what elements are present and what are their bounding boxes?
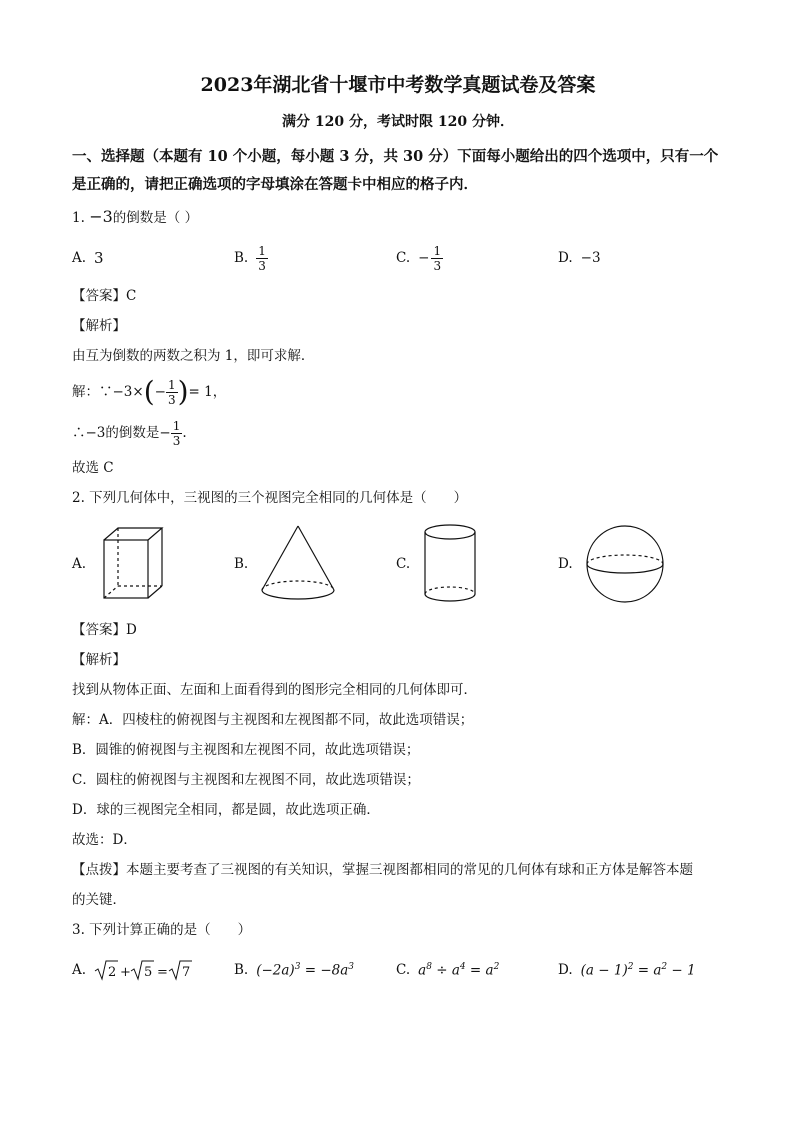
expr-exp: 2: [493, 961, 500, 972]
expr-op: ÷ a: [431, 962, 460, 979]
fraction-num: 1: [172, 418, 181, 433]
option-label: C.: [396, 556, 411, 572]
exam-title: 2023年湖北省十堰市中考数学真题试卷及答案: [200, 74, 596, 96]
section-heading: 一、选择题（本题有 10 个小题，每小题 3 分，共 30 分）下面每小题给出的四个选项中，只有一个是正确的，请把正确选项的字母填涂在答题卡中相应的格子内．: [72, 148, 719, 193]
q1-options: [72, 238, 724, 278]
minus-sign: −: [418, 250, 430, 266]
option-label: A.: [72, 250, 87, 266]
conclusion-suffix: .: [182, 425, 187, 441]
expr-base: a: [418, 962, 427, 979]
right-paren: ): [177, 375, 189, 408]
expr-exp: 2: [661, 961, 668, 972]
q1-stem-text: 的倒数是（ ）: [112, 210, 199, 226]
q2-stem: 2. 下列几何体中，三视图的三个视图完全相同的几何体是（ ）: [72, 490, 468, 506]
conclusion-prefix: ∴−3的倒数是−: [72, 425, 171, 441]
expr-exp: 2: [627, 961, 634, 972]
q1-explain: 由互为倒数的两数之积为 1，即可求解．: [72, 348, 315, 364]
q2-tip-line1: 【点拨】本题主要考查了三视图的有关知识，掌握三视图都相同的常见的几何体有球和正方体是解答本题: [72, 862, 693, 878]
q3-stem: 3. 下列计算正确的是（ ）: [72, 922, 252, 938]
fraction-den: 3: [172, 433, 181, 448]
expr-tail: − 1: [667, 962, 696, 979]
q2-answer: 【答案】D: [72, 622, 137, 638]
fraction-num: 1: [433, 243, 442, 258]
option-value: 3: [94, 249, 104, 267]
q1-analysis-heading: 【解析】: [72, 318, 126, 334]
fraction: [171, 419, 183, 448]
expr-base: (a − 1): [580, 962, 628, 979]
q3-option-a: [72, 958, 234, 982]
expr-eq: = a: [633, 962, 662, 979]
fraction-den: 3: [258, 258, 266, 273]
option-label: A.: [72, 962, 87, 978]
q3-option-d: [558, 962, 720, 979]
svg-text:+: +: [120, 965, 131, 980]
solution-result: = 1，: [188, 384, 227, 400]
q3-option-b: [234, 962, 396, 979]
option-label: D.: [558, 250, 573, 266]
q1-option-d: [558, 250, 720, 266]
expr-base: (−2a): [256, 962, 295, 979]
q2-analysis-heading: 【解析】: [72, 652, 126, 668]
q2-solution-d: D．球的三视图完全相同，都是圆，故此选项正确．: [72, 802, 380, 818]
option-label: A.: [72, 556, 87, 572]
cone-icon: [258, 522, 338, 606]
expression: [256, 962, 354, 979]
q2-solution-c: C．圆柱的俯视图与主视图和左视图不同，故此选项错误；: [72, 772, 420, 788]
q3-option-c: [396, 962, 558, 979]
svg-text:=: =: [157, 965, 168, 980]
fraction-den: 3: [433, 258, 442, 273]
q3-options: [72, 950, 724, 990]
option-value: −3: [580, 250, 601, 266]
expr-eq: = −8a: [300, 962, 349, 979]
fraction-num: 1: [258, 243, 266, 258]
expr-exp: 4: [459, 961, 466, 972]
fraction-num: 1: [167, 377, 176, 392]
q1-answer: 【答案】C: [72, 288, 137, 304]
q1-stem: [72, 207, 724, 228]
option-label: D.: [558, 556, 573, 572]
q1-number: 1.: [72, 210, 85, 226]
option-label: B.: [234, 962, 249, 978]
minus-sign: −: [154, 384, 166, 400]
q2-final: 故选：D．: [72, 832, 137, 848]
option-label: B.: [234, 556, 249, 572]
svg-text:7: 7: [182, 965, 191, 980]
q1-final: 故选 C: [72, 460, 114, 476]
fraction: [256, 244, 268, 273]
expr-exp: 8: [426, 961, 432, 972]
solution-prefix: 解：∵−3×: [72, 384, 144, 400]
q2-option-c: [396, 522, 558, 606]
expr-eq: = a: [465, 962, 494, 979]
q1-conclusion: [72, 418, 724, 448]
option-label: C.: [396, 250, 411, 266]
option-label: C.: [396, 962, 411, 978]
q2-option-d: [558, 522, 720, 606]
expr-exp: 3: [294, 961, 301, 972]
fraction-den: 3: [167, 392, 176, 407]
option-label: D.: [558, 962, 573, 978]
sqrt-expression-icon: [94, 958, 194, 982]
expr-exp: 3: [348, 961, 355, 972]
q2-options: [72, 518, 724, 610]
q2-option-a: [72, 524, 234, 604]
q1-value: −3: [89, 207, 113, 226]
fraction: [166, 378, 178, 407]
svg-text:2: 2: [108, 965, 117, 980]
q2-explain: 找到从物体正面、左面和上面看得到的图形完全相同的几何体即可．: [72, 682, 477, 698]
fraction: [431, 244, 443, 273]
svg-text:5: 5: [144, 965, 153, 980]
expression: [581, 962, 696, 979]
cylinder-icon: [420, 522, 480, 606]
q1-option-c: [396, 244, 558, 273]
q1-solution: [72, 376, 724, 408]
option-label: B.: [234, 250, 249, 266]
exam-subtitle: 满分 120 分，考试时限 120 分钟．: [282, 114, 514, 130]
q2-solution-b: B．圆锥的俯视图与主视图和左视图不同，故此选项错误；: [72, 742, 420, 758]
q1-option-a: [72, 249, 234, 267]
exam-page: [72, 62, 724, 998]
left-paren: (: [143, 375, 155, 408]
q2-tip-line2: 的关键．: [72, 892, 126, 908]
expression: [418, 962, 499, 979]
q2-option-b: [234, 522, 396, 606]
q2-solution-a: 解：A．四棱柱的俯视图与主视图和左视图都不同，故此选项错误；: [72, 712, 474, 728]
q1-option-b: [234, 244, 396, 273]
sphere-icon: [583, 522, 667, 606]
prism-icon: [96, 524, 166, 604]
